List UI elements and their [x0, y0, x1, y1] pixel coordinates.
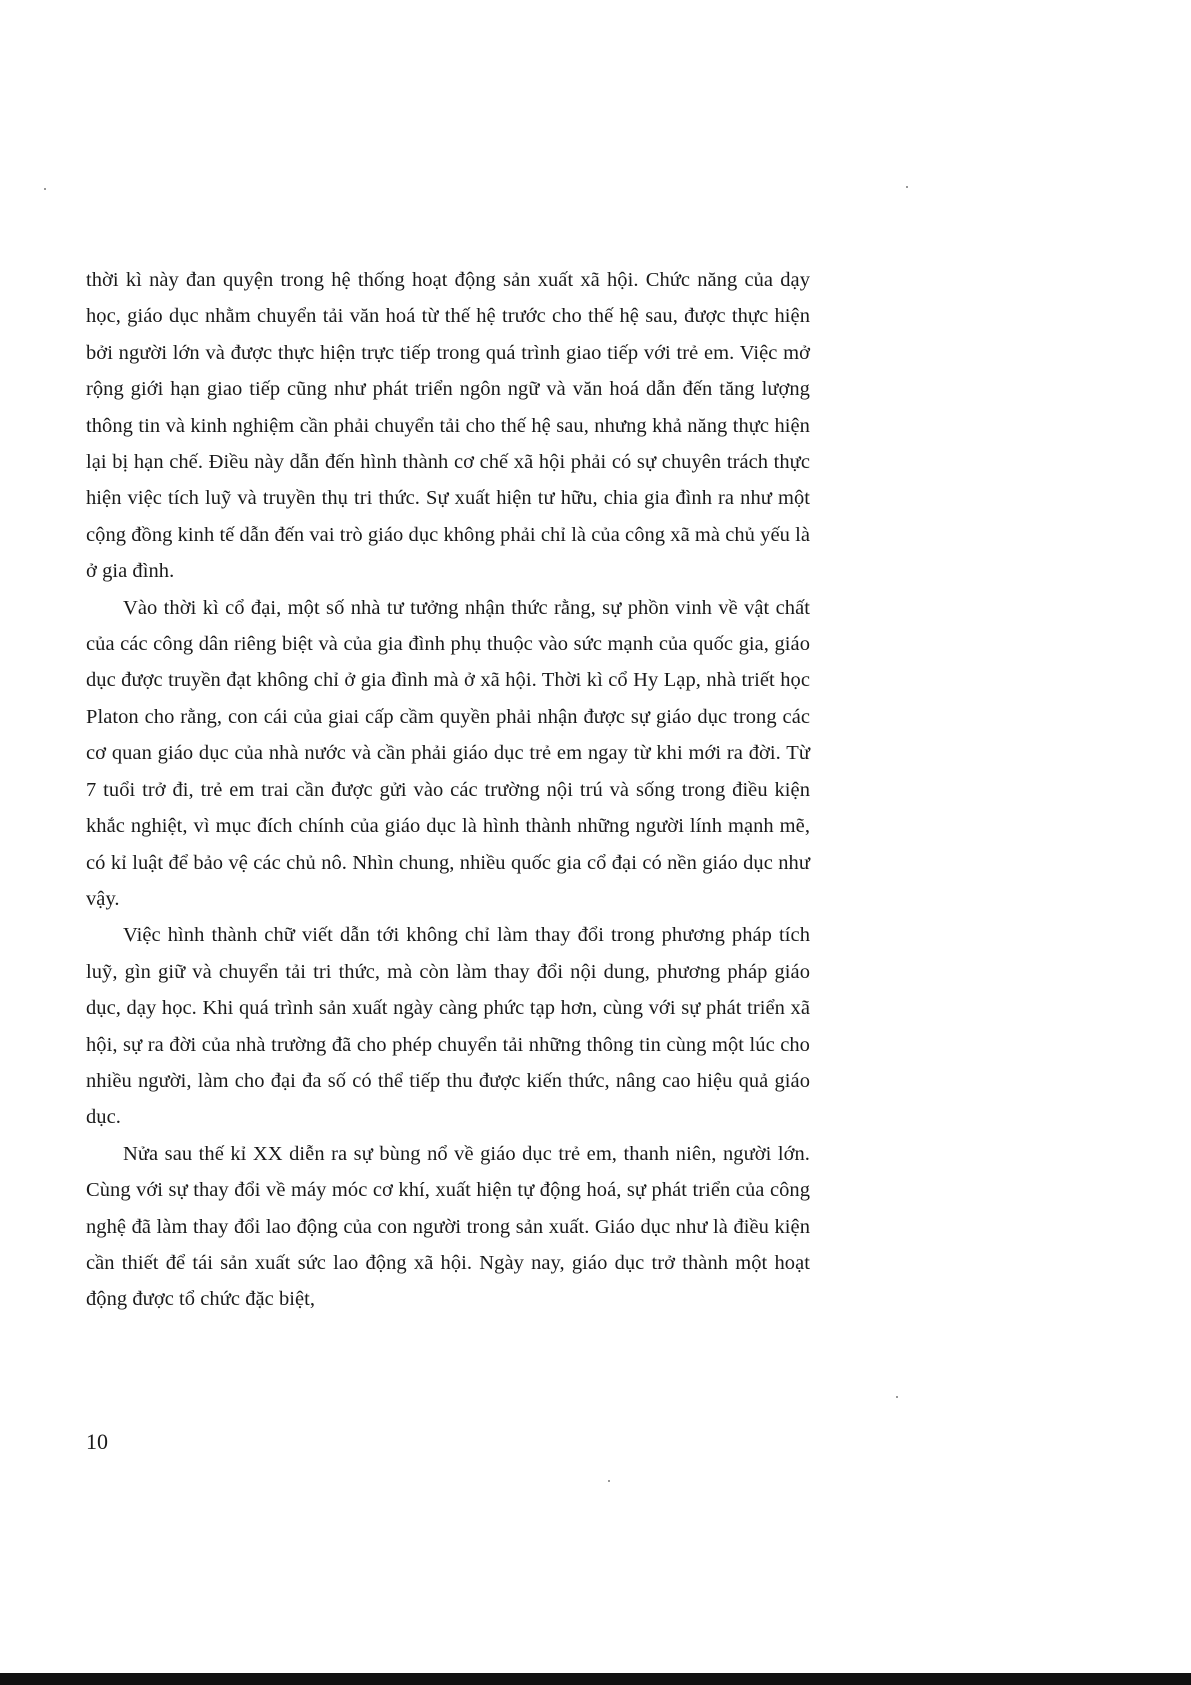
scan-speck [906, 186, 908, 188]
scan-edge-bar [0, 1673, 1191, 1685]
paragraph-3: Việc hình thành chữ viết dẫn tới không chỉ làm thay đổi trong phương pháp tích luỹ, gìn giữ và chuyển tải tri thức, mà còn làm thay đổi nội dung, phương pháp giáo dục, dạy học. Khi quá trình sản xuất ngày càng phức tạp hơn, cùng với sự phát triển xã hội, sự ra đời của nhà trường đã cho phép chuyển tải những thông tin cùng một lúc cho nhiều người, làm cho đại đa số có thể tiếp thu được kiến thức, nâng cao hiệu quả giáo dục. [86, 924, 810, 1129]
scan-speck [896, 1396, 898, 1398]
scan-speck [608, 1480, 610, 1482]
paragraph-4: Nửa sau thế kỉ XX diễn ra sự bùng nổ về giáo dục trẻ em, thanh niên, người lớn. Cùng với sự thay đổi về máy móc cơ khí, xuất hiện tự động hoá, sự phát triển của công nghệ đã làm thay đổi lao động của con người trong sản xuất. Giáo dục như là điều kiện cần thiết để tái sản xuất sức lao động xã hội. Ngày nay, giáo dục trở thành một hoạt động được tổ chức đặc biệt, [86, 1142, 810, 1311]
body-text [86, 262, 810, 1318]
scan-speck [44, 188, 46, 190]
paragraph-1: thời kì này đan quyện trong hệ thống hoạt động sản xuất xã hội. Chức năng của dạy học, giáo dục nhằm chuyển tải văn hoá từ thế hệ trước cho thế hệ sau, được thực hiện bởi người lớn và được thực hiện trực tiếp trong quá trình giao tiếp với trẻ em. Việc mở rộng giới hạn giao tiếp cũng như phát triển ngôn ngữ và văn hoá dẫn đến tăng lượng thông tin và kinh nghiệm cần phải chuyển tải cho thế hệ sau, nhưng khả năng thực hiện lại bị hạn chế. Điều này dẫn đến hình thành cơ chế xã hội phải có sự chuyên trách thực hiện việc tích luỹ và truyền thụ tri thức. Sự xuất hiện tư hữu, chia gia đình ra như một cộng đồng kinh tế dẫn đến vai trò giáo dục không phải chỉ là của công xã mà chủ yếu là ở gia đình. [86, 269, 810, 583]
paragraph-2: Vào thời kì cổ đại, một số nhà tư tưởng nhận thức rằng, sự phồn vinh về vật chất của các công dân riêng biệt và của gia đình phụ thuộc vào sức mạnh của quốc gia, giáo dục được truyền đạt không chỉ ở gia đình mà ở xã hội. Thời kì cổ Hy Lạp, nhà triết học Platon cho rằng, con cái của giai cấp cầm quyền phải nhận được sự giáo dục trong các cơ quan giáo dục của nhà nước và cần phải giáo dục trẻ em ngay từ khi mới ra đời. Từ 7 tuổi trở đi, trẻ em trai cần được gửi vào các trường nội trú và sống trong điều kiện khắc nghiệt, vì mục đích chính của giáo dục là hình thành những người lính mạnh mẽ, có kỉ luật để bảo vệ các chủ nô. Nhìn chung, nhiều quốc gia cổ đại có nền giáo dục như vậy. [86, 596, 810, 910]
page-number: 10 [86, 1429, 108, 1454]
